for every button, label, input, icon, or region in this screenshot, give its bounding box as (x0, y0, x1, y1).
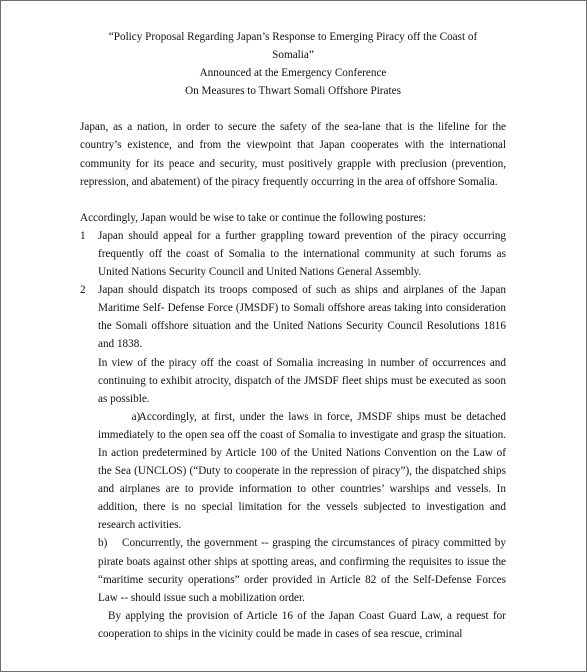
postures-lead: Accordingly, Japan would be wise to take or continue the following postures: (80, 211, 427, 224)
title-line-3: Announced at the Emergency Conference (199, 67, 387, 80)
title-line-1: “Policy Proposal Regarding Japan’s Response to Emerging Piracy off the Coast of (108, 31, 478, 43)
list-item-1 (80, 227, 506, 281)
subitem-text: Concurrently, the government -- grasping the circumstances of piracy committed by pirate boats against other ships at spotting areas, and confirming the requisites to issue the “maritime security operations” order provided in Article 82 of the Self-Defense Forces Law -- should issue such a mobilization order. (98, 537, 506, 604)
subitem-a (80, 408, 506, 535)
intro-paragraph: Japan, as a nation, in order to secure the safety of the sea-lane that is the lifeline for the country’s existence, and from the viewpoint that Japan cooperates with the international community for its peace and security, must positively grapple with preclusion (prevention, repression, and abatement) of the piracy frequently occurring in the area of offshore Somalia. (80, 121, 506, 188)
document-body (80, 28, 506, 643)
item-2-followup: In view of the piracy off the coast of Somalia increasing in number of occurrences and continuing to exhibit atrocity, dispatch of the JMSDF fleet ships must be executed as soon as possible. (98, 356, 506, 405)
subitem-b (80, 534, 506, 606)
list-number: 1 (80, 229, 86, 242)
title-line-2: Somalia” (272, 49, 314, 62)
list-item-text: Japan should dispatch its troops composed of such as ships and airplanes of the Japan Maritime Self- Defense Force (JMSDF) to Somali offshore areas taking into consideration the Somali offshore situation and the United Nations Security Council Resolutions 1816 and 1838. (98, 284, 506, 351)
closing-paragraph: By applying the provision of Article 16 of the Japan Coast Guard Law, a request for cooperation to ships in the vicinity could be made in cases of sea rescue, criminal (98, 609, 506, 640)
document-title (80, 28, 506, 100)
list-item-2 (80, 281, 506, 353)
list-item-text: Japan should appeal for a further grappling toward prevention of the piracy occurring frequently off the coast of Somalia to the international community at such forums as United Nations Security Council and United Nations General Assembly. (98, 229, 506, 279)
subitem-tag: a) (131, 410, 141, 423)
list-number: 2 (80, 284, 86, 297)
subitem-tag: b) (98, 537, 108, 550)
subitem-text: Accordingly, at first, under the laws in force, JMSDF ships must be detached immediately to the open sea off the coast of Somalia to investigate and grasp the situation. In action predetermined by Article 100 of the United Nations Convention on the Law of the Sea (UNCLOS) (“Duty to cooperate in the repression of piracy”), the dispatched ships and airplanes are to provide information to other countries’ warships and vessels. In addition, there is no special limitation for the vessels subjected to investigation and research activities. (98, 410, 506, 532)
title-line-4: On Measures to Thwart Somali Offshore Pirates (185, 85, 401, 98)
